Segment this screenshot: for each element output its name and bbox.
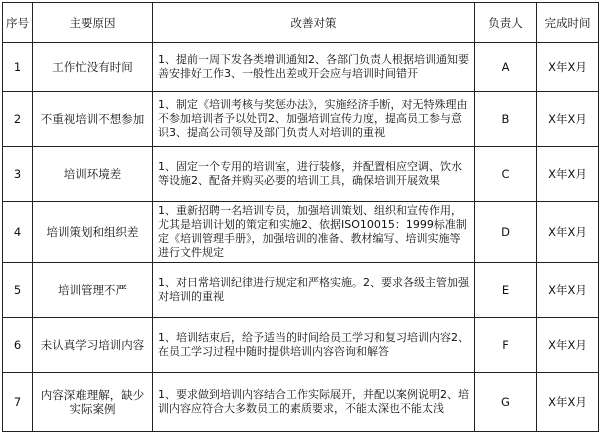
row-cause: 内容深难理解，缺少实际案例	[33, 373, 153, 432]
row-cause: 培训策划和组织差	[33, 202, 153, 263]
row-no: 7	[3, 373, 33, 432]
header-no: 序号	[3, 3, 33, 43]
row-owner: G	[475, 373, 537, 432]
row-owner: E	[475, 263, 537, 318]
row-date: X年X月	[537, 92, 599, 147]
row-measure: 1、制定《培训考核与奖惩办法》，实施经济手断，对无特殊理由不参加培训者予以处罚2、加强培训宣传力度，提高员工参与意识3、提高公司领导及部门负责人对培训的重视	[153, 92, 475, 147]
table-row	[3, 318, 599, 373]
row-measure: 1、提前一周下发各类增训通知2、各部门负责人根据培训通知要善安排好工作3、一般性出差或开会应与培训时间错开	[153, 43, 475, 92]
header-cause: 主要原因	[33, 3, 153, 43]
row-measure: 1、固定一个专用的培训室，进行装修，并配置相应空调、饮水等设施2、配备并购买必要的培训工具，确保培训开展效果	[153, 147, 475, 202]
row-measure: 1、要求做到培训内容结合工作实际展开，并配以案例说明2、培训内容应符合大多数员工的素质要求，不能太深也不能太浅	[153, 373, 475, 432]
table-row	[3, 147, 599, 202]
header-owner: 负责人	[475, 3, 537, 43]
row-owner: C	[475, 147, 537, 202]
row-cause: 不重视培训不想参加	[33, 92, 153, 147]
row-cause: 培训管理不严	[33, 263, 153, 318]
row-cause: 工作忙没有时间	[33, 43, 153, 92]
row-date: X年X月	[537, 147, 599, 202]
improvement-plan-table	[2, 2, 599, 432]
row-no: 2	[3, 92, 33, 147]
table-row	[3, 43, 599, 92]
row-measure: 1、对日常培训纪律进行规定和严格实施。2、要求各级主管加强对培训的重视	[153, 263, 475, 318]
row-no: 4	[3, 202, 33, 263]
row-measure: 1、培训结束后，给予适当的时间给员工学习和复习培训内容2、在员工学习过程中随时提供培训内容咨询和解答	[153, 318, 475, 373]
table-row	[3, 92, 599, 147]
row-owner: B	[475, 92, 537, 147]
row-date: X年X月	[537, 263, 599, 318]
row-no: 5	[3, 263, 33, 318]
row-date: X年X月	[537, 318, 599, 373]
row-no: 3	[3, 147, 33, 202]
header-measure: 改善对策	[153, 3, 475, 43]
row-date: X年X月	[537, 43, 599, 92]
row-date: X年X月	[537, 202, 599, 263]
row-owner: A	[475, 43, 537, 92]
table-row	[3, 202, 599, 263]
row-no: 6	[3, 318, 33, 373]
table-row	[3, 373, 599, 432]
row-date: X年X月	[537, 373, 599, 432]
table-row	[3, 263, 599, 318]
row-no: 1	[3, 43, 33, 92]
row-owner: F	[475, 318, 537, 373]
header-row	[3, 3, 599, 43]
row-owner: D	[475, 202, 537, 263]
row-cause: 培训环境差	[33, 147, 153, 202]
row-measure: 1、重新招聘一名培训专员，加强培训策划、组织和宣传作用，尤其是培训计划的策定和实施2、依据ISO10015：1999标准制定《培训管理手册》，加强培训的准备、教材编写、培训实施等进行文件规定	[153, 202, 475, 263]
row-cause: 未认真学习培训内容	[33, 318, 153, 373]
header-date: 完成时间	[537, 3, 599, 43]
